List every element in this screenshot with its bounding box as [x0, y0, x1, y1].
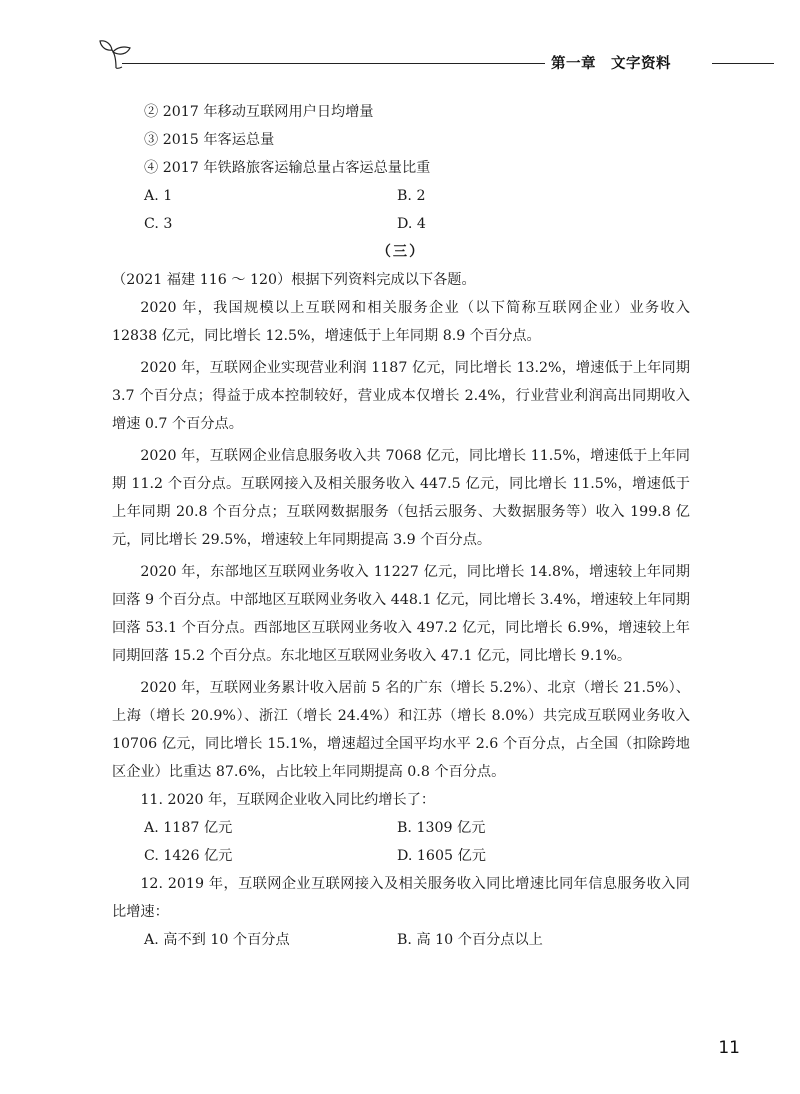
question-11-options-row-1	[112, 814, 690, 842]
question-12-stem: 12. 2019 年，互联网企业互联网接入及相关服务收入同比增速比同年信息服务收入同比增速：	[112, 876, 690, 920]
answer-options-prev	[112, 182, 690, 210]
option-b: B. 2	[397, 188, 426, 204]
list-item: ③ 2015 年客运总量	[144, 132, 275, 148]
paragraph: 2020 年，互联网企业信息服务收入共 7068 亿元，同比增长 11.5%，增速低于上年同期 11.2 个百分点。互联网接入及相关服务收入 447.5 亿元，同比增长 11.5%，增速低于上年同期 20.8 个百分点；互联网数据服务（包括云服务、大数据服务等）收入 199.8 亿元，同比增长 29.5%，增速较上年同期提高 3.9 个百分点。	[112, 448, 690, 548]
page-header	[0, 0, 800, 100]
q12-option-a: A. 高不到 10 个百分点	[144, 932, 290, 948]
intro-line: （2021 福建 116 ～ 120）根据下列资料完成以下各题。	[112, 272, 476, 288]
option-d: D. 4	[397, 216, 426, 232]
paragraph: 2020 年，互联网企业实现营业利润 1187 亿元，同比增长 13.2%，增速低于上年同期 3.7 个百分点；得益于成本控制较好，营业成本仅增长 2.4%，行业营业利润高出同期收入增速 0.7 个百分点。	[112, 360, 690, 432]
list-item: ④ 2017 年铁路旅客运输总量占客运总量比重	[144, 160, 431, 176]
page-body	[112, 98, 690, 954]
sprout-leaf-icon	[98, 38, 134, 72]
page-number: 11	[718, 1038, 740, 1058]
paragraph: 2020 年，互联网业务累计收入居前 5 名的广东（增长 5.2%）、北京（增长 21.5%）、上海（增长 20.9%）、浙江（增长 24.4%）和江苏（增长 8.0%）共完成互联网业务收入 10706 亿元，同比增长 15.1%，增速超过全国平均水平 2.6 个百分点，占全国（扣除跨地区企业）比重达 87.6%，占比较上年同期提高 0.8 个百分点。	[112, 680, 690, 780]
q11-option-d: D. 1605 亿元	[397, 848, 486, 864]
question-11-options-row-2	[112, 842, 690, 870]
header-rule-left	[122, 63, 545, 64]
q11-option-c: C. 1426 亿元	[144, 848, 233, 864]
question-12-options-row-1	[112, 926, 690, 954]
q12-option-b: B. 高 10 个百分点以上	[397, 932, 543, 948]
answer-options-prev-2	[112, 210, 690, 238]
question-11-stem: 11. 2020 年，互联网企业收入同比约增长了：	[140, 792, 436, 808]
q11-option-b: B. 1309 亿元	[397, 820, 486, 836]
chapter-title: 第一章 文字资料	[551, 56, 671, 72]
paragraph: 2020 年，东部地区互联网业务收入 11227 亿元，同比增长 14.8%，增速较上年同期回落 9 个百分点。中部地区互联网业务收入 448.1 亿元，同比增长 3.4%，增速较上年同期回落 53.1 个百分点。西部地区互联网业务收入 497.2 亿元，同比增长 6.9%，增速较上年同期回落 15.2 个百分点。东北地区互联网业务收入 47.1 亿元，同比增长 9.1%。	[112, 564, 690, 664]
option-a: A. 1	[144, 188, 173, 204]
section-title: （三）	[376, 244, 426, 260]
option-c: C. 3	[144, 216, 173, 232]
paragraph: 2020 年，我国规模以上互联网和相关服务企业（以下简称互联网企业）业务收入 12838 亿元，同比增长 12.5%，增速低于上年同期 8.9 个百分点。	[112, 300, 690, 344]
list-item: ② 2017 年移动互联网用户日均增量	[144, 104, 374, 120]
q11-option-a: A. 1187 亿元	[144, 820, 233, 836]
header-rule-right	[712, 63, 774, 64]
